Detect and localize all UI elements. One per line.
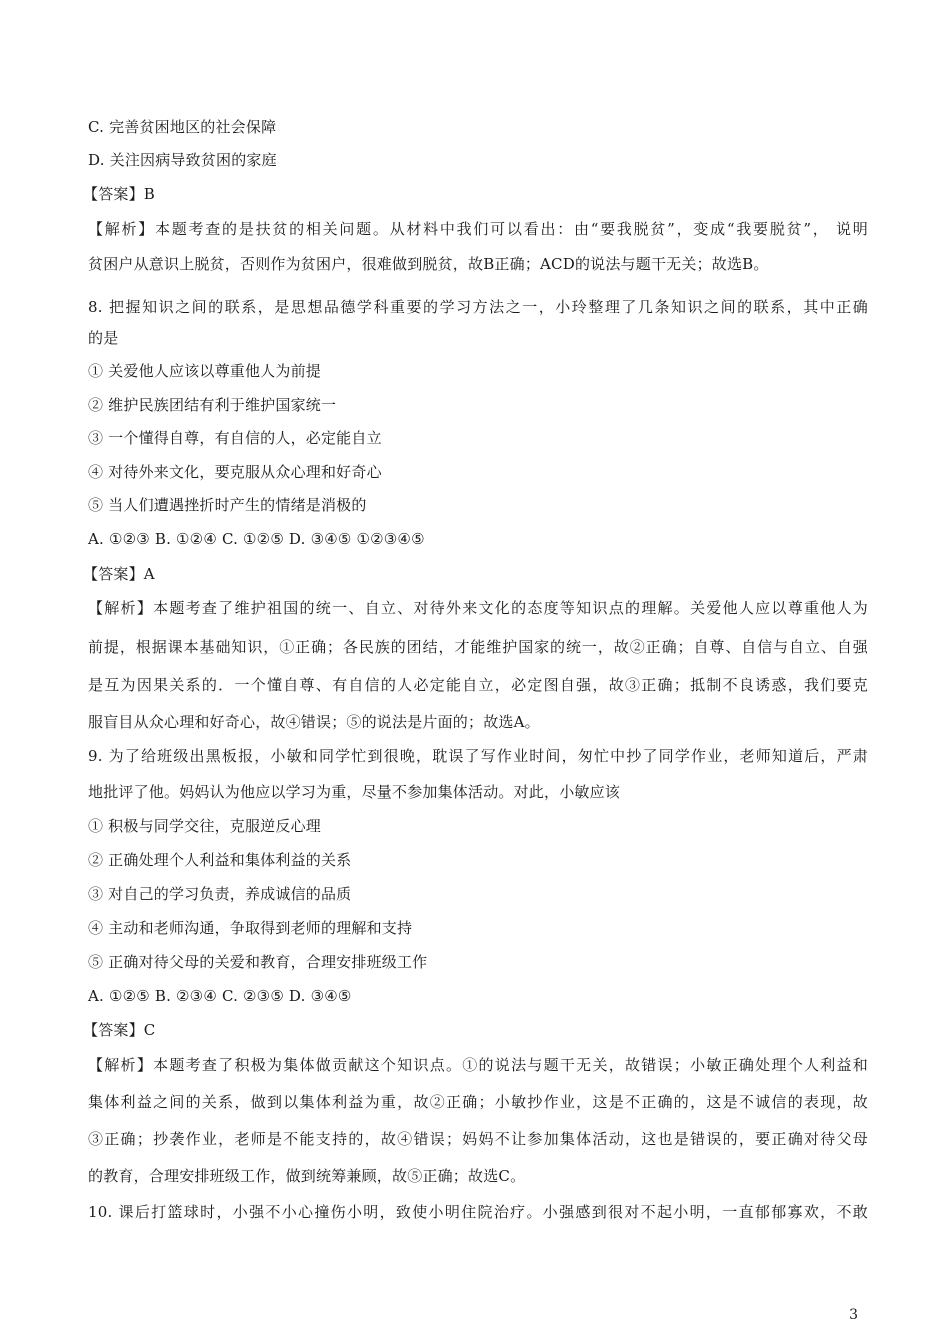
explanation-line: 集体利益之间的关系，做到以集体利益为重，故②正确；小敏抄作业，这是不正确的，这是不诚信的表现，故 xyxy=(88,1093,868,1111)
statement-line: ⑤ 正确对待父母的关爱和教育，合理安排班级工作 xyxy=(88,953,428,971)
answer-line: 【答案】A xyxy=(83,565,155,583)
statement-line: ② 正确处理个人利益和集体利益的关系 xyxy=(88,851,352,869)
page-number: 3 xyxy=(849,1307,858,1323)
explanation-line: 服盲目从众心理和好奇心，故④错误；⑤的说法是片面的；故选A。 xyxy=(88,713,540,731)
question-8-line: 的是 xyxy=(88,329,119,347)
answer-line: 【答案】B xyxy=(83,185,156,203)
explanation-line: 前提，根据课本基础知识，①正确；各民族的团结，才能维护国家的统一，故②正确；自尊、自信与自立、自强 xyxy=(88,638,868,656)
explanation-line: 是互为因果关系的．一个懂自尊、有自信的人必定能自立，必定图自强，故③正确；抵制不良诱惑，我们要克 xyxy=(88,676,868,694)
explanation-line: 【解析】本题考查了维护祖国的统一、自立、对待外来文化的态度等知识点的理解。关爱他人应以尊重他人为 xyxy=(88,599,868,617)
explanation-line: 贫困户从意识上脱贫，否则作为贫困户，很难做到脱贫，故B正确；ACD的说法与题干无关；故选B。 xyxy=(88,255,769,273)
statement-line: ③ 对自己的学习负责，养成诚信的品质 xyxy=(88,885,352,903)
question-9-line: 地批评了他。妈妈认为他应以学习为重，尽量不参加集体活动。对此，小敏应该 xyxy=(88,783,621,801)
explanation-line: ③正确；抄袭作业，老师是不能支持的，故④错误；妈妈不让参加集体活动，这也是错误的，要正确对待父母 xyxy=(88,1130,868,1148)
statement-line: ① 关爱他人应该以尊重他人为前提 xyxy=(88,362,321,380)
question-10-line: 10. 课后打篮球时，小强不小心撞伤小明，致使小明住院治疗。小强感到很对不起小明，一直郁郁寡欢，不敢 xyxy=(88,1203,868,1221)
question-9-line: 9. 为了给班级出黑板报，小敏和同学忙到很晚，耽误了写作业时间，匆忙中抄了同学作业，老师知道后，严肃 xyxy=(88,747,868,765)
statement-line: ④ 主动和老师沟通，争取得到老师的理解和支持 xyxy=(88,919,413,937)
statement-line: ④ 对待外来文化，要克服从众心理和好奇心 xyxy=(88,463,382,481)
statement-line: ② 维护民族团结有利于维护国家统一 xyxy=(88,396,337,414)
statement-line: ① 积极与同学交往，克服逆反心理 xyxy=(88,817,321,835)
statement-line: ⑤ 当人们遭遇挫折时产生的情绪是消极的 xyxy=(88,496,367,514)
explanation-line: 的教育，合理安排班级工作，做到统筹兼顾，故⑤正确；故选C。 xyxy=(88,1167,526,1185)
option-d-line: D. 关注因病导致贫困的家庭 xyxy=(88,151,277,169)
explanation-line: 【解析】本题考查了积极为集体做贡献这个知识点。①的说法与题干无关，故错误；小敏正确处理个人利益和 xyxy=(88,1056,868,1074)
options-line: A. ①②③ B. ①②④ C. ①②⑤ D. ③④⑤ ①②③④⑤ xyxy=(88,530,425,548)
statement-line: ③ 一个懂得自尊，有自信的人，必定能自立 xyxy=(88,429,382,447)
explanation-line: 【解析】本题考查的是扶贫的相关问题。从材料中我们可以看出：由“要我脱贫”，变成“我要脱贫”， 说明 xyxy=(88,220,868,238)
question-8-line: 8. 把握知识之间的联系，是思想品德学科重要的学习方法之一，小玲整理了几条知识之间的联系，其中正确 xyxy=(88,298,868,316)
options-line: A. ①②⑤ B. ②③④ C. ②③⑤ D. ③④⑤ xyxy=(88,987,352,1005)
option-c-line: C. 完善贫困地区的社会保障 xyxy=(88,118,277,136)
answer-line: 【答案】C xyxy=(83,1021,156,1039)
